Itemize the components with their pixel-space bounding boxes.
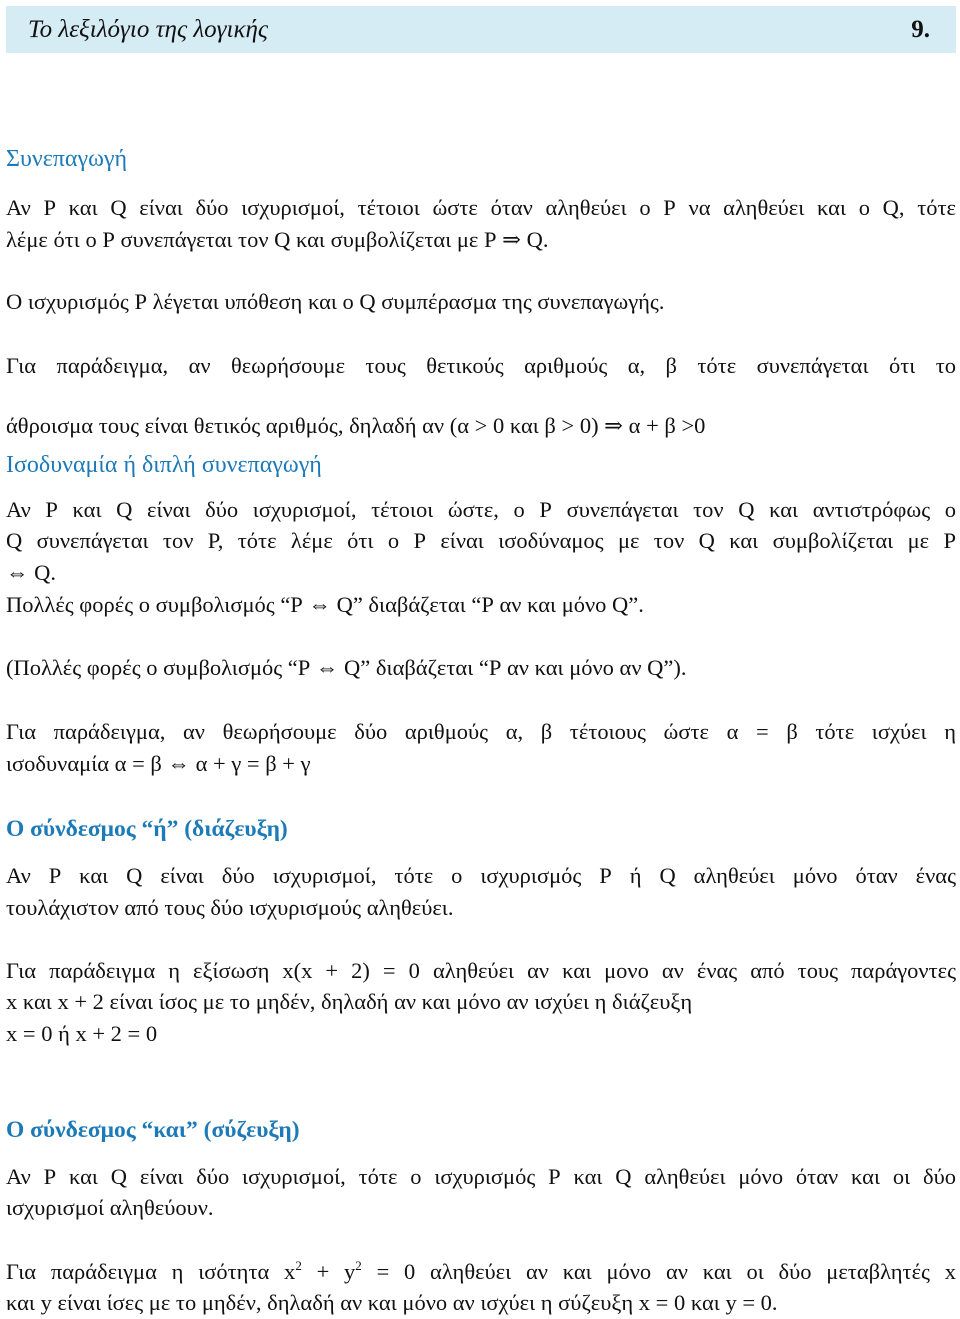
equivalence-paragraph-line: Q συνεπάγεται τον Ρ, τότε λέμε ότι ο Ρ είναι ισοδύναμος με τον Q και συμβολίζεται με Ρ <box>6 528 956 553</box>
equivalence-paragraph-line: ⇔ Q. <box>6 560 56 585</box>
conjunction-paragraph-line: Αν Ρ και Q είναι δύο ισχυρισμοί, τότε ο ισχυρισμός Ρ και Q αληθεύει μόνο όταν και οι δύο <box>6 1164 956 1189</box>
page-header <box>6 6 956 53</box>
equivalence-paragraph-line: Αν Ρ και Q είναι δύο ισχυρισμοί, τέτοιοι ώστε, ο Ρ συνεπάγεται τον Q και αντιστρόφως ο <box>6 497 956 522</box>
implication-hypothesis-text: Ο ισχυρισμός Ρ λέγεται υπόθεση και ο Q συμπέρασμα της συνεπαγωγής. <box>6 289 665 314</box>
equivalence-example-line: Για παράδειγμα, αν θεωρήσουμε δύο αριθμούς α, β τέτοιους ώστε α = β τότε ισχύει η <box>6 719 956 744</box>
disjunction-paragraph-line: τουλάχιστον από τους δύο ισχυρισμούς αληθεύει. <box>6 895 454 920</box>
equivalence-reading-text: Πολλές φορές ο συμβολισμός “Ρ ⇔ Q” διαβάζεται “Ρ αν και μόνο Q”. <box>6 592 644 617</box>
conjunction-example-line <box>6 1258 956 1289</box>
disjunction-example-line: x = 0 ή x + 2 = 0 <box>6 1021 158 1046</box>
conjunction-paragraph-line: ισχυρισμοί αληθεύουν. <box>6 1195 214 1220</box>
disjunction-paragraph-line: Αν Ρ και Q είναι δύο ισχυρισμοί, τότε ο ισχυρισμός Ρ ή Q αληθεύει μόνο όταν ένας <box>6 863 956 888</box>
equivalence-example-line: ισοδυναμία α = β ⇔ α + γ = β + γ <box>6 751 311 776</box>
implication-paragraph-line: Αν Ρ και Q είναι δύο ισχυρισμοί, τέτοιοι ώστε όταν αληθεύει ο Ρ να αληθεύει και ο Q, τότε <box>6 195 956 220</box>
superscript-exponent: 2 <box>295 1258 302 1273</box>
conjunction-example-line: και y είναι ίσες με το μηδέν, δηλαδή αν και μόνο αν ισχύει η σύζευξη x = 0 και y = 0. <box>6 1290 778 1315</box>
equivalence-heading: Ισοδυναμία ή διπλή συνεπαγωγή <box>6 452 322 478</box>
equivalence-reading-text-alt: (Πολλές φορές ο συμβολισμός “Ρ ⇔ Q” διαβάζεται “Ρ αν και μόνο αν Q”). <box>6 655 687 680</box>
example-text: = 0 αληθεύει αν και μόνο αν και οι δύο μεταβλητές x <box>361 1259 956 1284</box>
implication-paragraph-line: λέμε ότι ο Ρ συνεπάγεται τον Q και συμβολίζεται με Ρ ⇒ Q. <box>6 227 549 252</box>
superscript-exponent: 2 <box>355 1258 362 1273</box>
conjunction-heading: Ο σύνδεσμος “και” (σύζευξη) <box>6 1117 300 1143</box>
page-number: 9. <box>911 16 930 43</box>
disjunction-heading: Ο σύνδεσμος “ή” (διάζευξη) <box>6 816 288 842</box>
header-title: Το λεξιλόγιο της λογικής <box>28 16 269 43</box>
implication-heading: Συνεπαγωγή <box>6 146 128 172</box>
disjunction-example-line: x και x + 2 είναι ίσος με το μηδέν, δηλαδή αν και μόνο αν ισχύει η διάζευξη <box>6 989 693 1014</box>
implication-example-line: άθροισμα τους είναι θετικός αριθμός, δηλαδή αν (α > 0 και β > 0) ⇒ α + β >0 <box>6 413 706 438</box>
example-text: Για παράδειγμα η ισότητα x <box>6 1259 296 1284</box>
example-text: + y <box>301 1259 356 1284</box>
disjunction-example-line: Για παράδειγμα η εξίσωση x(x + 2) = 0 αληθεύει αν και μονο αν ένας από τους παράγοντες <box>6 958 956 983</box>
implication-example-line: Για παράδειγμα, αν θεωρήσουμε τους θετικούς αριθμούς α, β τότε συνεπάγεται ότι το <box>6 353 956 378</box>
